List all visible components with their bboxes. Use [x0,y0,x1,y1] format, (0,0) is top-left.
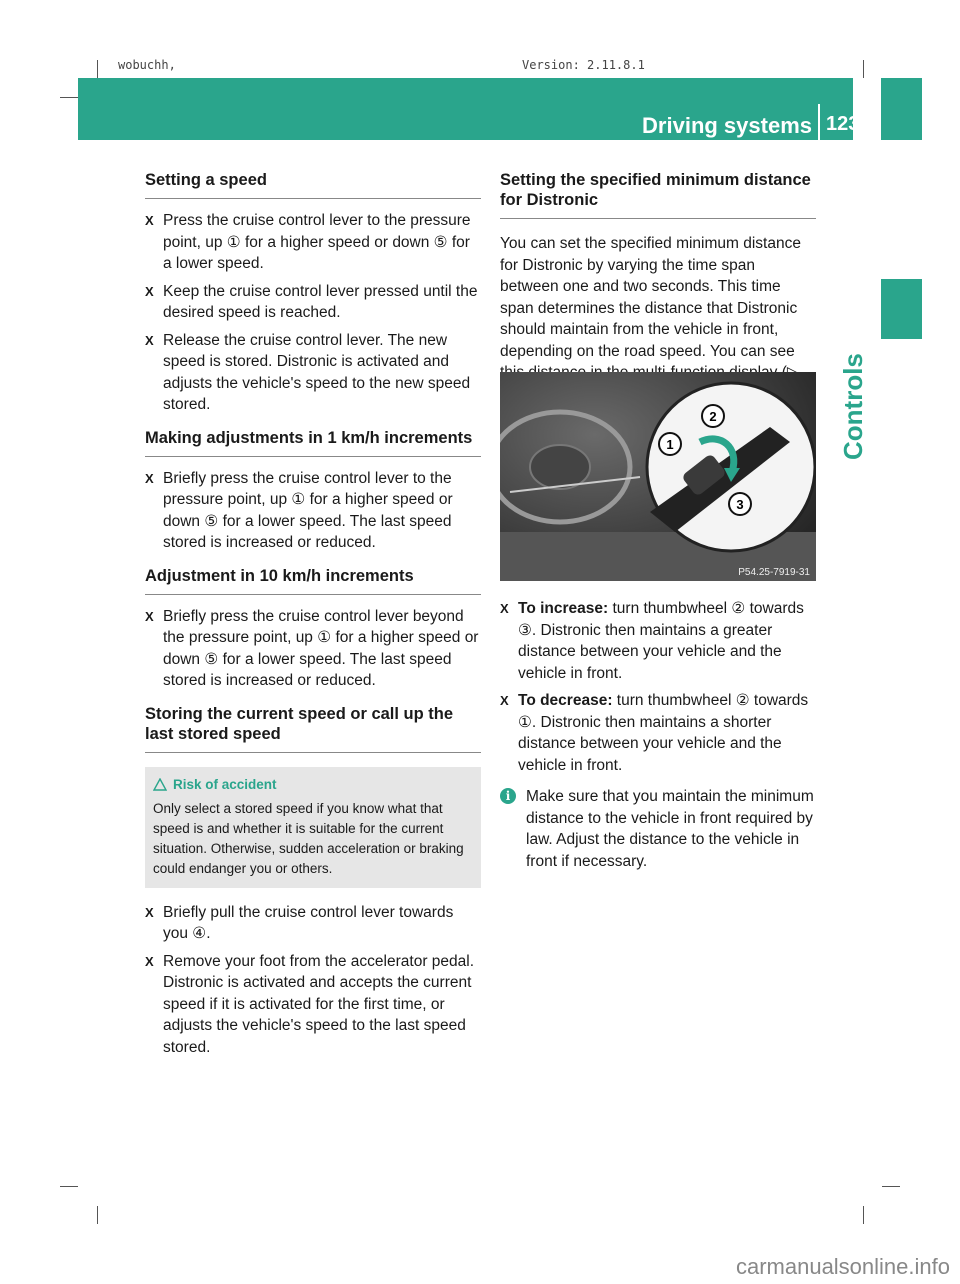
watermark: carmanualsonline.info [735,1254,950,1279]
crop-mark [60,1186,78,1187]
section-tab [881,279,922,339]
step-item [145,951,481,1059]
step-text: Press the cruise control lever to the pressure point, up ① for a higher speed or down ⑤ for a lower speed. [163,212,471,272]
step-item [145,902,481,945]
section-tab-label: Controls [838,353,868,460]
step-marker-icon: X [145,332,154,348]
warning-box [145,767,481,888]
step-item [145,606,481,692]
distronic-intro: You can set the specified minimum distance for Distronic by varying the time span between one and two seconds. This time span determines the distance that Distronic should maintain from the vehicle in front, depending on the road speed. You can see [500,235,801,360]
crop-mark [60,97,78,98]
increase-text: turn thumbwheel ② towards ③. Distronic then maintains a greater distance between your vehicle and the vehicle in front. [518,600,804,682]
crop-mark [863,1206,864,1224]
decrease-text: turn thumbwheel ② towards ①. Distronic then maintains a shorter distance between your vehicle and the vehicle in front. [518,692,809,774]
step-text [518,690,816,776]
warning-triangle-icon [153,778,167,791]
info-note [500,786,816,872]
crop-mark [97,1206,98,1224]
step-marker-icon: X [500,601,509,616]
crop-mark [882,1186,900,1187]
step-item [500,598,816,684]
page-number: 123 [826,113,860,135]
info-text: Make sure that you maintain the minimum distance to the vehicle in front required by law. Adjust the distance to the vehicle in front if necessary. [526,788,814,870]
step-item [145,210,481,275]
heading-10kmh: Adjustment in 10 km/h increments [145,566,481,595]
callout-2-label: 2 [709,409,717,424]
warning-title [153,775,473,795]
step-text: Remove your foot from the accelerator pedal. Distronic is activated and accepts the current speed if it is activated for the first time, or adjusts the vehicle's speed to the last speed stored. [163,952,475,1056]
header-separator [818,104,820,140]
header-title: Driving systems [642,113,812,138]
heading-1kmh: Making adjustments in 1 km/h increments [145,428,481,457]
step-item [145,281,481,324]
step-marker-icon: X [145,608,154,624]
heading-distronic: Setting the specified minimum distance for Distronic [500,170,816,219]
step-text: Briefly press the cruise control lever beyond the pressure point, up ① for a higher speed or down ⑤ for a lower speed. The last speed stored is increased or reduced. [163,607,479,689]
header-side-block [881,78,922,140]
warning-title-text: Risk of accident [173,776,277,792]
step-marker-icon: X [145,904,154,920]
right-column [500,170,816,405]
step-marker-icon: X [145,213,154,228]
step-item [145,330,481,416]
callout-3-label: 3 [736,497,744,512]
info-icon: i [500,788,516,804]
figure-illustration [500,372,816,581]
step-item [145,468,481,554]
left-column [145,170,481,1064]
step-marker-icon: X [500,693,509,708]
step-text: Briefly pull the cruise control lever towards you ④. [163,903,454,942]
crop-mark [863,60,864,78]
figure-cruise-control-lever [500,372,816,581]
step-marker-icon: X [145,470,154,486]
step-text: Release the cruise control lever. The new speed is stored. Distronic is activated and adjusts the vehicle's speed to the new speed stored. [163,331,471,413]
step-text: Briefly press the cruise control lever to the pressure point, up ① for a higher speed or down ⑤ for a lower speed. The last speed stored is increased or reduced. [163,469,453,551]
meta-author: wobuchh, [118,58,176,72]
step-text [518,598,816,684]
step-item [500,690,816,776]
increase-label: To increase: [518,600,609,617]
step-marker-icon: X [145,953,154,969]
callout-1-label: 1 [666,437,674,452]
meta-version: Version: 2.11.8.1 [522,58,645,72]
heading-storing: Storing the current speed or call up the last stored speed [145,704,481,753]
decrease-label: To decrease: [518,692,613,709]
crop-mark [97,60,98,78]
right-column-lower [500,598,816,872]
heading-setting-speed: Setting a speed [145,170,481,199]
warning-text: Only select a stored speed if you know what that speed is and whether it is suitable for the current situation. Otherwise, sudden acceleration or braking could endanger you or others. [153,800,464,876]
figure-code: P54.25-7919-31 [738,567,810,578]
step-text: Keep the cruise control lever pressed until the desired speed is reached. [163,282,478,321]
step-marker-icon: X [145,283,154,299]
